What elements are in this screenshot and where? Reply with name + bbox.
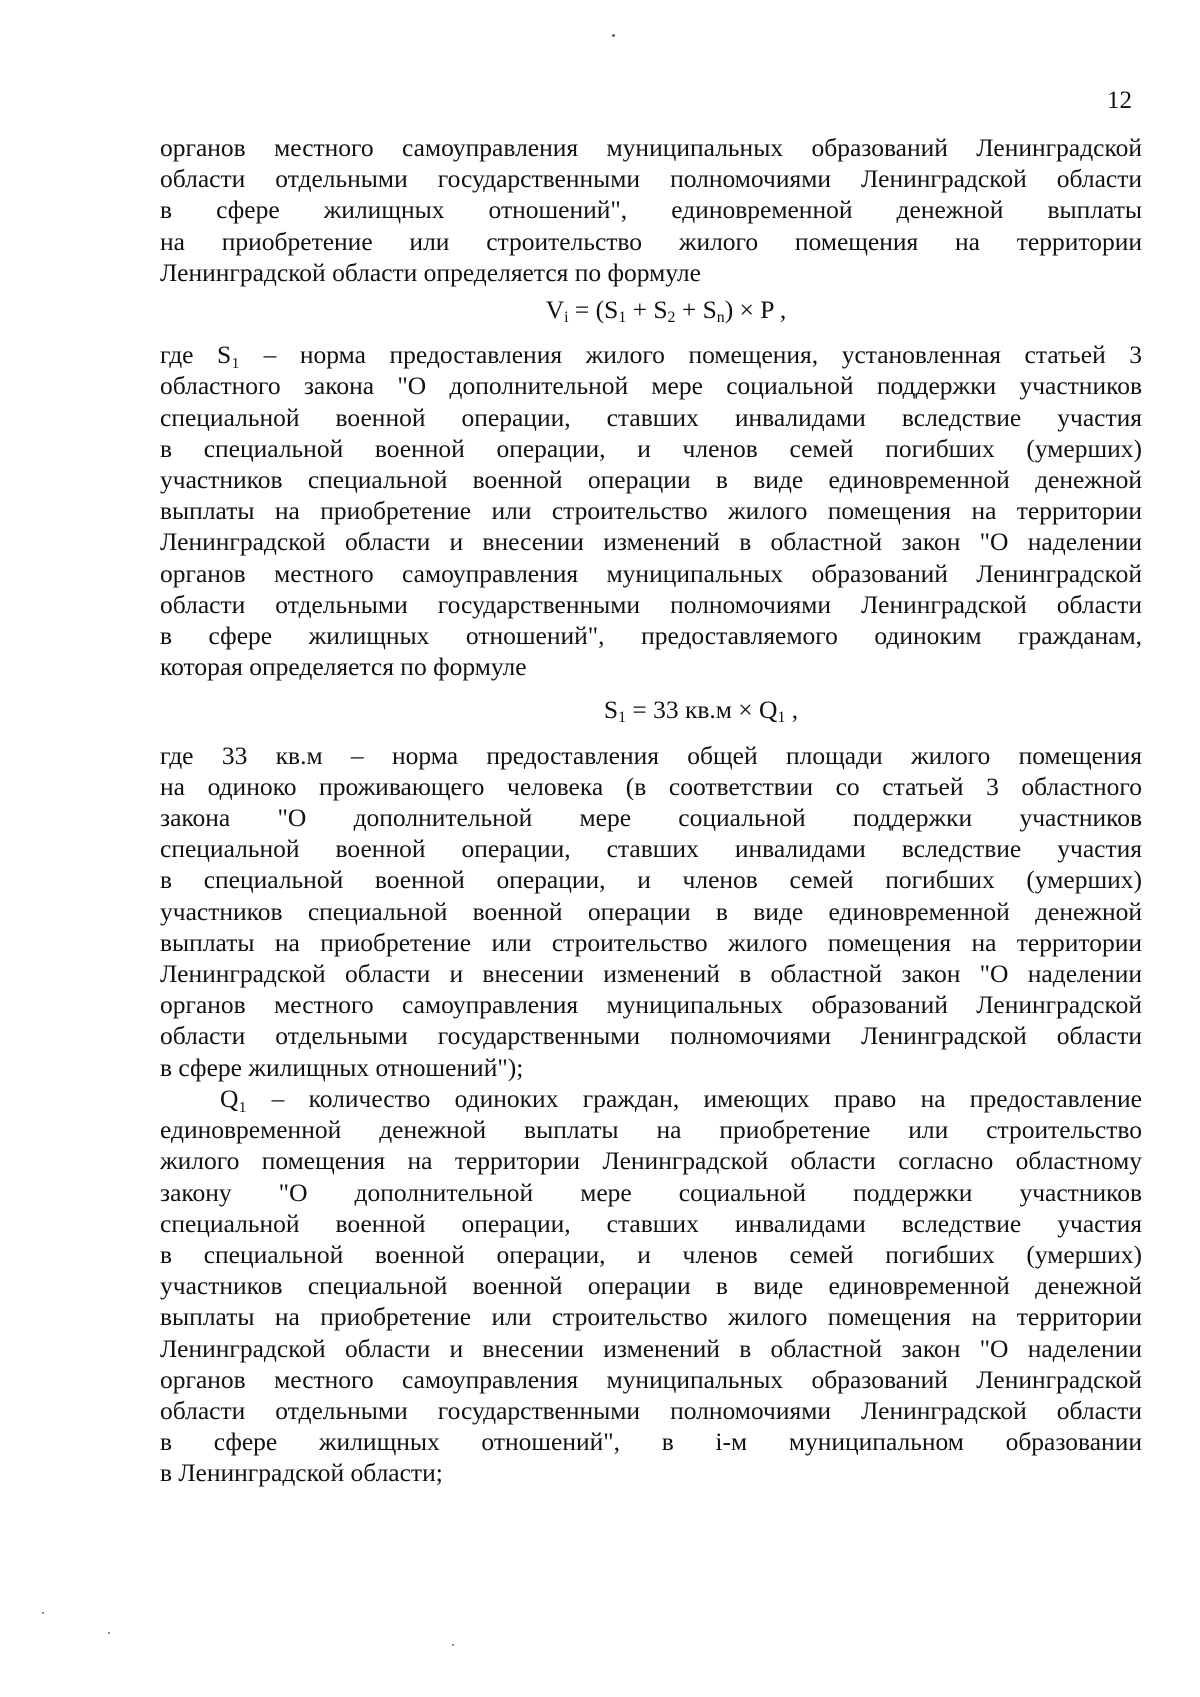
text-line: Q₁ – количество одиноких граждан, имеющих право на предоставление	[220, 1083, 1142, 1113]
text-line: которая определяется по формуле	[160, 652, 527, 682]
text-line: выплаты на приобретение или строительство жилого помещения на территории	[160, 927, 1142, 957]
formula-symbol: V	[545, 295, 565, 325]
formula-subscript: 1	[777, 709, 786, 727]
text-line: области отдельными государственными полномочиями Ленинградской области	[160, 1021, 1142, 1051]
s1-definition	[160, 339, 1142, 682]
formula-text: = 33 кв.м × Q	[625, 695, 778, 725]
formula-text: ) × P ,	[724, 295, 787, 325]
formula-text: ,	[785, 695, 799, 725]
text-line: специальной военной операции, ставших инвалидами вследствие участия	[160, 834, 1142, 864]
formula-s1	[160, 694, 1142, 725]
text-line: участников специальной военной операции в виде единовременной денежной	[160, 465, 1142, 495]
text-line: в специальной военной операции, и членов семей погибших (умерших)	[160, 865, 1142, 895]
text-line: участников специальной военной операции в виде единовременной денежной	[160, 1271, 1142, 1301]
text-line: Ленинградской области и внесении изменений в областной закон "О наделении	[160, 1333, 1142, 1363]
norm-definition	[160, 740, 1142, 1083]
text-line: на приобретение или строительство жилого помещения на территории	[160, 226, 1142, 256]
text-line: области отдельными государственными полномочиями Ленинградской области	[160, 589, 1142, 619]
text-line: области отдельными государственными полномочиями Ленинградской области	[160, 164, 1142, 194]
text-line: единовременной денежной выплаты на приобретение или строительство	[160, 1115, 1142, 1145]
formula-subscript: n	[716, 308, 725, 326]
scan-speck	[452, 1644, 454, 1646]
formula-text: + S	[626, 295, 668, 325]
text-line: в сфере жилищных отношений");	[160, 1052, 524, 1082]
text-line: специальной военной операции, ставших инвалидами вследствие участия	[160, 1208, 1142, 1238]
intro-paragraph	[160, 132, 1142, 288]
text-line: в сфере жилищных отношений", в i-м муниципальном образовании	[160, 1427, 1142, 1457]
text-line: в специальной военной операции, и членов семей погибших (умерших)	[160, 1239, 1142, 1269]
formula-subscript: i	[564, 308, 569, 326]
text-line: в сфере жилищных отношений", предоставляемого одиноким гражданам,	[160, 621, 1142, 651]
text-line: где S₁ – норма предоставления жилого помещения, установленная статьей 3	[160, 340, 1142, 370]
text-line: в Ленинградской области;	[160, 1458, 443, 1488]
text-line: на одиноко проживающего человека (в соответствии со статьей 3 областного	[160, 771, 1142, 801]
text-line: где 33 кв.м – норма предоставления общей площади жилого помещения	[160, 740, 1142, 770]
text-line: органов местного самоуправления муниципальных образований Ленинградской	[160, 1364, 1142, 1394]
scan-speck	[108, 1632, 110, 1634]
formula-text: + S	[675, 295, 717, 325]
text-line: в сфере жилищных отношений", единовременной денежной выплаты	[160, 195, 1142, 225]
text-line: Ленинградской области и внесении изменений в областной закон "О наделении	[160, 959, 1142, 989]
page-number: 12	[1107, 87, 1132, 114]
text-line: выплаты на приобретение или строительство жилого помещения на территории	[160, 496, 1142, 526]
text-line: органов местного самоуправления муниципальных образований Ленинградской	[160, 558, 1142, 588]
scan-speck	[612, 34, 615, 37]
formula-vi	[160, 294, 1142, 325]
text-line: специальной военной операции, ставших инвалидами вследствие участия	[160, 402, 1142, 432]
text-line: участников специальной военной операции в виде единовременной денежной	[160, 896, 1142, 926]
q1-definition	[160, 1083, 1142, 1489]
text-line: закону "О дополнительной мере социальной поддержки участников	[160, 1177, 1142, 1207]
formula-subscript: 1	[618, 308, 627, 326]
text-line: Ленинградской области определяется по формуле	[160, 257, 701, 287]
text-line: областного закона "О дополнительной мере социальной поддержки участников	[160, 371, 1142, 401]
text-line: жилого помещения на территории Ленинградской области согласно областному	[160, 1146, 1142, 1176]
text-line: в специальной военной операции, и членов семей погибших (умерших)	[160, 433, 1142, 463]
text-line: органов местного самоуправления муниципальных образований Ленинградской	[160, 990, 1142, 1020]
formula-subscript: 2	[667, 308, 676, 326]
text-line: области отдельными государственными полномочиями Ленинградской области	[160, 1395, 1142, 1425]
formula-text: = (S	[568, 295, 619, 325]
text-line: органов местного самоуправления муниципальных образований Ленинградской	[160, 133, 1142, 162]
text-line: Ленинградской области и внесении изменений в областной закон "О наделении	[160, 527, 1142, 557]
scan-speck	[42, 1612, 44, 1614]
formula-symbol: S	[603, 695, 619, 725]
document-body	[160, 132, 1142, 1489]
text-line: закона "О дополнительной мере социальной поддержки участников	[160, 803, 1142, 833]
text-line: выплаты на приобретение или строительство жилого помещения на территории	[160, 1302, 1142, 1332]
formula-subscript: 1	[618, 709, 626, 727]
